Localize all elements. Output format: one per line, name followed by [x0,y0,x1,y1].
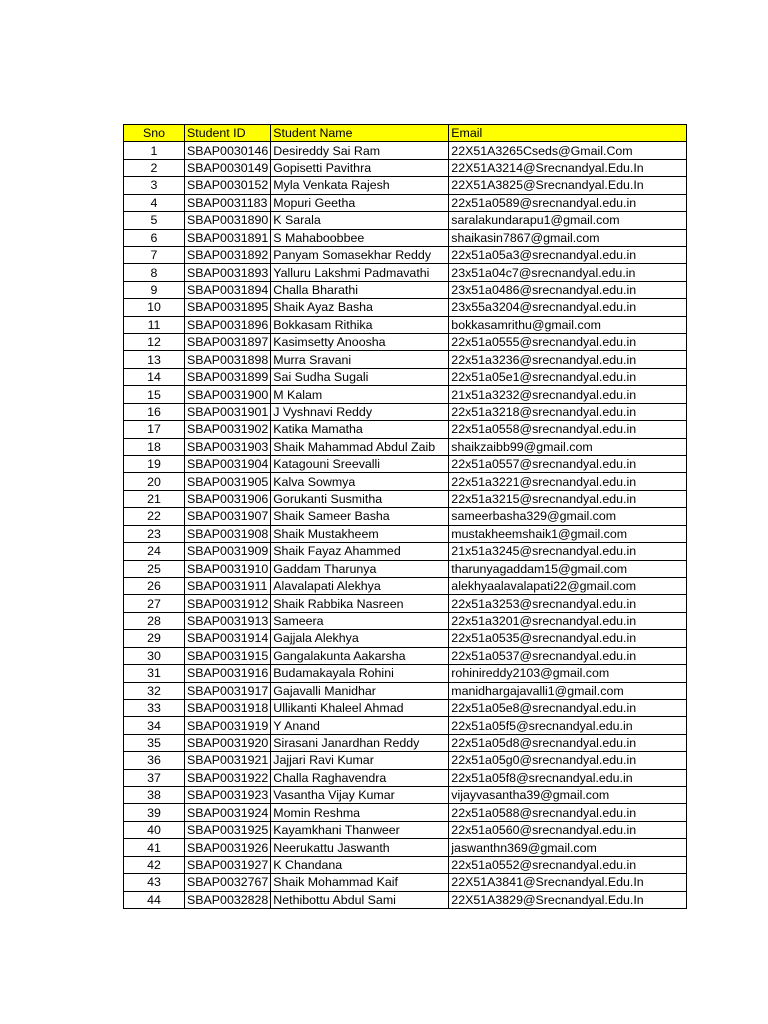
table-row [124,612,687,629]
cell-student-id: SBAP0030146 [185,142,271,159]
cell-student-id: SBAP0031900 [185,386,271,403]
table-row [124,456,687,473]
table-row [124,212,687,229]
cell-email: 22x51a05a3@srecnandyal.edu.in [449,246,687,263]
cell-student-id: SBAP0031902 [185,421,271,438]
table-row [124,699,687,716]
table-row [124,159,687,176]
cell-student-id: SBAP0031912 [185,595,271,612]
cell-email: 22x51a05e8@srecnandyal.edu.in [449,699,687,716]
table-row [124,752,687,769]
table-row [124,438,687,455]
cell-student-name: Budamakayala Rohini [271,665,449,682]
cell-sno: 4 [124,194,185,211]
cell-sno: 17 [124,421,185,438]
cell-sno: 20 [124,473,185,490]
table-row [124,334,687,351]
cell-student-id: SBAP0031903 [185,438,271,455]
cell-email: vijayvasantha39@gmail.com [449,787,687,804]
cell-student-name: Gajjala Alekhya [271,630,449,647]
cell-student-name: Katagouni Sreevalli [271,456,449,473]
cell-student-name: Ullikanti Khaleel Ahmad [271,699,449,716]
cell-sno: 35 [124,734,185,751]
cell-sno: 10 [124,299,185,316]
cell-email: 22x51a0555@srecnandyal.edu.in [449,334,687,351]
cell-email: 22X51A3214@Srecnandyal.Edu.In [449,159,687,176]
cell-email: 22x51a0558@srecnandyal.edu.in [449,421,687,438]
cell-student-name: Panyam Somasekhar Reddy [271,246,449,263]
cell-student-id: SBAP0031920 [185,734,271,751]
table-row [124,525,687,542]
table-row [124,490,687,507]
cell-sno: 16 [124,403,185,420]
table-row [124,891,687,908]
table-header [124,125,687,142]
cell-student-name: Gangalakunta Aakarsha [271,647,449,664]
cell-student-id: SBAP0031919 [185,717,271,734]
cell-student-id: SBAP0031915 [185,647,271,664]
cell-student-id: SBAP0031183 [185,194,271,211]
cell-email: 22X51A3265Cseds@Gmail.Com [449,142,687,159]
cell-student-name: Shaik Mohammad Kaif [271,874,449,891]
cell-student-id: SBAP0031895 [185,299,271,316]
table-row [124,874,687,891]
cell-student-id: SBAP0031901 [185,403,271,420]
cell-student-name: Neerukattu Jaswanth [271,839,449,856]
cell-sno: 32 [124,682,185,699]
cell-student-id: SBAP0031897 [185,334,271,351]
cell-sno: 33 [124,699,185,716]
cell-sno: 30 [124,647,185,664]
table-row [124,787,687,804]
cell-email: 21x51a3245@srecnandyal.edu.in [449,543,687,560]
cell-student-name: Shaik Rabbika Nasreen [271,595,449,612]
table-row [124,804,687,821]
header-row [124,125,687,142]
cell-email: shaikasin7867@gmail.com [449,229,687,246]
cell-sno: 26 [124,577,185,594]
cell-student-id: SBAP0031905 [185,473,271,490]
table-row [124,734,687,751]
header-student-id: Student ID [185,125,271,142]
cell-student-name: S Mahaboobbee [271,229,449,246]
cell-email: tharunyagaddam15@gmail.com [449,560,687,577]
cell-sno: 18 [124,438,185,455]
table-body [124,142,687,909]
cell-student-name: K Sarala [271,212,449,229]
cell-sno: 21 [124,490,185,507]
cell-student-name: Mopuri Geetha [271,194,449,211]
table-row [124,473,687,490]
table-row [124,421,687,438]
cell-email: saralakundarapu1@gmail.com [449,212,687,229]
cell-email: 22x51a0557@srecnandyal.edu.in [449,456,687,473]
cell-email: 22x51a0588@srecnandyal.edu.in [449,804,687,821]
cell-email: alekhyaalavalapati22@gmail.com [449,577,687,594]
cell-student-name: Y Anand [271,717,449,734]
cell-student-id: SBAP0031896 [185,316,271,333]
table-row [124,665,687,682]
cell-student-id: SBAP0031908 [185,525,271,542]
table-row [124,281,687,298]
cell-student-name: Desireddy Sai Ram [271,142,449,159]
cell-student-name: M Kalam [271,386,449,403]
cell-student-id: SBAP0031917 [185,682,271,699]
cell-student-name: Sameera [271,612,449,629]
cell-student-name: Challa Raghavendra [271,769,449,786]
student-table [123,124,687,909]
cell-student-name: Gorukanti Susmitha [271,490,449,507]
cell-student-name: Yalluru Lakshmi Padmavathi [271,264,449,281]
header-student-name: Student Name [271,125,449,142]
cell-sno: 38 [124,787,185,804]
cell-student-id: SBAP0031923 [185,787,271,804]
cell-sno: 9 [124,281,185,298]
cell-student-id: SBAP0031906 [185,490,271,507]
cell-email: 22x51a05f8@srecnandyal.edu.in [449,769,687,786]
cell-email: 22x51a05g0@srecnandyal.edu.in [449,752,687,769]
cell-sno: 41 [124,839,185,856]
cell-sno: 13 [124,351,185,368]
table-row [124,351,687,368]
cell-student-id: SBAP0031926 [185,839,271,856]
table-row [124,560,687,577]
cell-student-id: SBAP0031893 [185,264,271,281]
table-row [124,717,687,734]
cell-student-name: Shaik Sameer Basha [271,508,449,525]
table-row [124,229,687,246]
cell-student-id: SBAP0031907 [185,508,271,525]
cell-sno: 40 [124,821,185,838]
table-row [124,386,687,403]
cell-sno: 36 [124,752,185,769]
cell-email: 22x51a3215@srecnandyal.edu.in [449,490,687,507]
cell-student-id: SBAP0031911 [185,577,271,594]
cell-email: 22x51a0537@srecnandyal.edu.in [449,647,687,664]
table-row [124,769,687,786]
cell-student-id: SBAP0032828 [185,891,271,908]
table-row [124,577,687,594]
cell-email: jaswanthn369@gmail.com [449,839,687,856]
cell-student-id: SBAP0031910 [185,560,271,577]
header-email: Email [449,125,687,142]
cell-student-id: SBAP0031916 [185,665,271,682]
table-row [124,264,687,281]
table-row [124,368,687,385]
cell-email: 22x51a05d8@srecnandyal.edu.in [449,734,687,751]
cell-student-id: SBAP0031924 [185,804,271,821]
cell-student-name: Vasantha Vijay Kumar [271,787,449,804]
cell-sno: 29 [124,630,185,647]
cell-sno: 22 [124,508,185,525]
table-row [124,647,687,664]
cell-sno: 5 [124,212,185,229]
cell-sno: 6 [124,229,185,246]
cell-student-name: Alavalapati Alekhya [271,577,449,594]
table-row [124,142,687,159]
cell-email: 22x51a3253@srecnandyal.edu.in [449,595,687,612]
cell-sno: 44 [124,891,185,908]
cell-student-id: SBAP0030149 [185,159,271,176]
cell-email: 23x51a04c7@srecnandyal.edu.in [449,264,687,281]
cell-student-name: Gajavalli Manidhar [271,682,449,699]
cell-email: 22x51a3236@srecnandyal.edu.in [449,351,687,368]
table-row [124,316,687,333]
cell-student-name: Kayamkhani Thanweer [271,821,449,838]
cell-sno: 23 [124,525,185,542]
cell-email: 21x51a3232@srecnandyal.edu.in [449,386,687,403]
cell-student-name: Challa Bharathi [271,281,449,298]
cell-student-name: J Vyshnavi Reddy [271,403,449,420]
cell-student-id: SBAP0031898 [185,351,271,368]
cell-student-name: Shaik Fayaz Ahammed [271,543,449,560]
cell-student-id: SBAP0031914 [185,630,271,647]
cell-sno: 39 [124,804,185,821]
cell-student-name: Momin Reshma [271,804,449,821]
table-row [124,246,687,263]
cell-student-id: SBAP0031909 [185,543,271,560]
cell-student-id: SBAP0032767 [185,874,271,891]
cell-email: 23x51a0486@srecnandyal.edu.in [449,281,687,298]
cell-student-name: Kasimsetty Anoosha [271,334,449,351]
cell-student-name: Shaik Mustakheem [271,525,449,542]
cell-student-name: Gaddam Tharunya [271,560,449,577]
cell-student-name: Myla Venkata Rajesh [271,177,449,194]
cell-student-name: Bokkasam Rithika [271,316,449,333]
cell-sno: 25 [124,560,185,577]
cell-email: 22x51a3221@srecnandyal.edu.in [449,473,687,490]
cell-student-name: Nethibottu Abdul Sami [271,891,449,908]
cell-student-id: SBAP0031925 [185,821,271,838]
cell-email: 22x51a05e1@srecnandyal.edu.in [449,368,687,385]
cell-sno: 37 [124,769,185,786]
cell-student-name: Kalva Sowmya [271,473,449,490]
cell-email: manidhargajavalli1@gmail.com [449,682,687,699]
cell-email: 22x51a0535@srecnandyal.edu.in [449,630,687,647]
cell-student-id: SBAP0031918 [185,699,271,716]
cell-student-id: SBAP0031927 [185,856,271,873]
cell-student-id: SBAP0031899 [185,368,271,385]
cell-email: 22x51a3218@srecnandyal.edu.in [449,403,687,420]
cell-sno: 42 [124,856,185,873]
cell-sno: 24 [124,543,185,560]
cell-sno: 14 [124,368,185,385]
cell-email: 22x51a3201@srecnandyal.edu.in [449,612,687,629]
cell-student-id: SBAP0031891 [185,229,271,246]
cell-sno: 7 [124,246,185,263]
cell-student-id: SBAP0031922 [185,769,271,786]
cell-sno: 34 [124,717,185,734]
cell-student-id: SBAP0031892 [185,246,271,263]
cell-student-name: Shaik Mahammad Abdul Zaib [271,438,449,455]
cell-sno: 12 [124,334,185,351]
cell-sno: 11 [124,316,185,333]
table-row [124,194,687,211]
table-row [124,177,687,194]
cell-email: 22X51A3825@Srecnandyal.Edu.In [449,177,687,194]
table-row [124,821,687,838]
cell-student-name: K Chandana [271,856,449,873]
cell-email: 22x51a0560@srecnandyal.edu.in [449,821,687,838]
cell-sno: 19 [124,456,185,473]
cell-sno: 15 [124,386,185,403]
cell-email: bokkasamrithu@gmail.com [449,316,687,333]
cell-email: 22X51A3841@Srecnandyal.Edu.In [449,874,687,891]
cell-student-id: SBAP0031894 [185,281,271,298]
table-row [124,682,687,699]
cell-email: 22x51a0552@srecnandyal.edu.in [449,856,687,873]
table-row [124,403,687,420]
cell-sno: 3 [124,177,185,194]
cell-student-name: Gopisetti Pavithra [271,159,449,176]
cell-student-id: SBAP0031913 [185,612,271,629]
cell-email: sameerbasha329@gmail.com [449,508,687,525]
cell-sno: 28 [124,612,185,629]
cell-sno: 43 [124,874,185,891]
cell-student-name: Murra Sravani [271,351,449,368]
cell-sno: 8 [124,264,185,281]
header-sno: Sno [124,125,185,142]
cell-email: 22X51A3829@Srecnandyal.Edu.In [449,891,687,908]
cell-student-name: Shaik Ayaz Basha [271,299,449,316]
cell-sno: 2 [124,159,185,176]
cell-student-id: SBAP0031921 [185,752,271,769]
cell-email: shaikzaibb99@gmail.com [449,438,687,455]
table-row [124,839,687,856]
table-row [124,543,687,560]
table-row [124,299,687,316]
cell-student-name: Sai Sudha Sugali [271,368,449,385]
cell-student-name: Katika Mamatha [271,421,449,438]
table-row [124,856,687,873]
cell-email: 23x55a3204@srecnandyal.edu.in [449,299,687,316]
table-row [124,595,687,612]
cell-student-id: SBAP0031890 [185,212,271,229]
cell-email: 22x51a05f5@srecnandyal.edu.in [449,717,687,734]
cell-sno: 31 [124,665,185,682]
cell-sno: 1 [124,142,185,159]
cell-email: 22x51a0589@srecnandyal.edu.in [449,194,687,211]
table-row [124,630,687,647]
cell-student-name: Jajjari Ravi Kumar [271,752,449,769]
cell-email: rohinireddy2103@gmail.com [449,665,687,682]
cell-student-name: Sirasani Janardhan Reddy [271,734,449,751]
cell-email: mustakheemshaik1@gmail.com [449,525,687,542]
cell-sno: 27 [124,595,185,612]
cell-student-id: SBAP0031904 [185,456,271,473]
cell-student-id: SBAP0030152 [185,177,271,194]
table-row [124,508,687,525]
